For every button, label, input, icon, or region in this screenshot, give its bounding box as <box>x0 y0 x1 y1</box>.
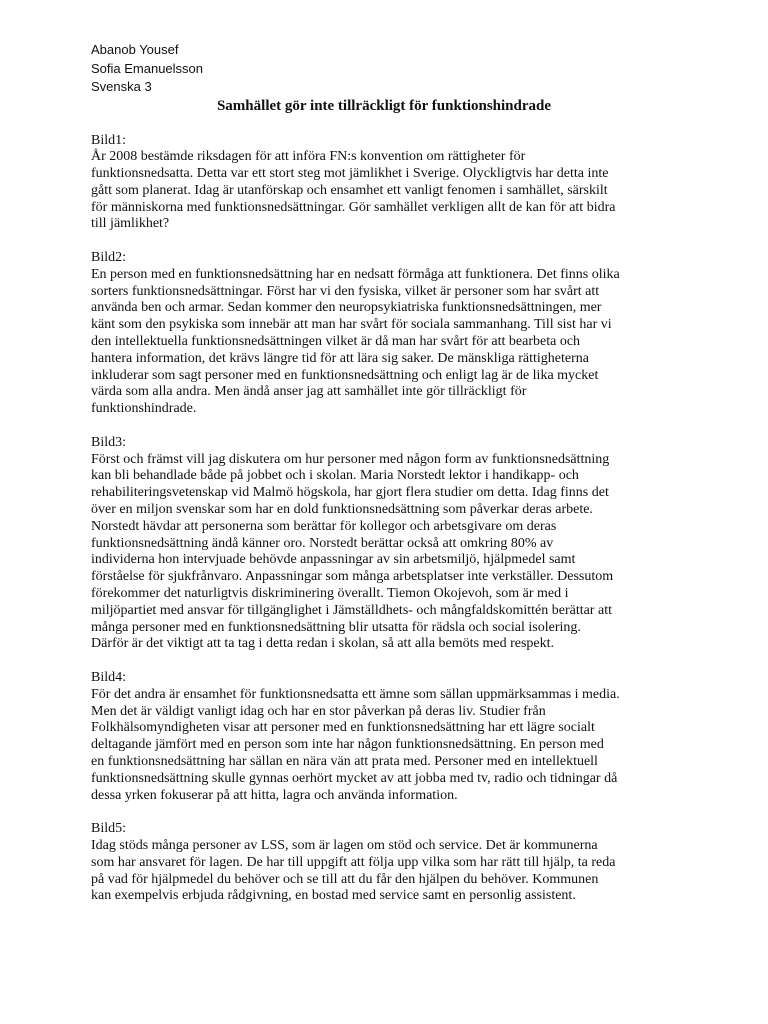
course-name: Svenska 3 <box>91 79 152 94</box>
document-body <box>91 133 741 906</box>
section-label: Bild2: <box>91 250 127 266</box>
author-name-2: Sofia Emanuelsson <box>91 60 204 76</box>
section-paragraph: Först och främst vill jag diskutera om hur personer med någon form av funktionsnedsättning kan bli behandlade både på jobbet och i skolan. Maria Norstedt lektor i handikapp- och rehabiliteringsvetenskap vid Malmö högskola, har gjort flera studier om detta. Idag finns det över en miljon svenskar som har en dold funktionsnedsättning som påverkar deras arbete. Norstedt hävdar att personerna som berättar för kollegor och arbetsgivare om deras funktionsnedsättning ändå känner oro. Norstedt berättar också att omkring 80% av individerna hon intervjuade behövde anpassningar av sin arbetsmiljö, hjälpmedel samt förståelse för sjukfrånvaro. Anpassningar som många arbetsplatser inte verkställer. Dessutom förekommer det naturligtvis diskriminering överallt. Tiemon Okojevoh, som är med i miljöpartiet med ansvar för tillgänglighet i Jämställdhets- och mångfaldskomittén berättar att många personer med en funktionsnedsättning blir utsatta för rädsla och social isolering. Därför är det viktigt att ta tag i detta redan i skolan, så att alla bemöts med respekt. <box>91 451 614 652</box>
section-label: Bild4: <box>91 670 127 685</box>
author-name-1: Abanob Yousef <box>91 42 179 57</box>
section-paragraph: Idag stöds många personer av LSS, som är lagen om stöd och service. Det är kommunerna som har ansvaret för lagen. De har till uppgift att följa upp vilka som har rätt till hjälp, ta reda på vad för hjälpmedel du behöver och se till att du får den hjälpen du behöver. Kommunen kan exempelvis erbjuda rådgivning, en bostad med service samt en personlig assistent. <box>91 837 616 904</box>
section-bild3 <box>91 435 741 653</box>
section-label: Bild5: <box>91 821 127 837</box>
section-paragraph: År 2008 bestämde riksdagen för att införa FN:s konvention om rättigheter för funktionsnedsatta. Detta var ett stort steg mot jämlikhet i Sverige. Olyckligtvis har detta inte gått som planerat. Idag är utanförskap och ensamhet ett vanligt fenomen i samhället, särskilt för människorna med funktionsnedsättningar. Gör samhället verkligen allt de kan för att bidra till jämlikhet? <box>91 149 616 232</box>
section-label: Bild3: <box>91 434 127 450</box>
section-bild2 <box>91 250 741 418</box>
section-paragraph: En person med en funktionsnedsättning har en nedsatt förmåga att funktionera. Det finns olika sorters funktionsnedsättningar. Först har vi den fysiska, vilket är personer som har svårt att använda ben och armar. Sedan kommer den neuropsykiatriska funktionsnedsättningen, mer känt som den psykiska som innebär att man har svårt för sociala sammanhang. Till sist har vi den intellektuella funktionsnedsättningen vilket är då man har svårt för att bearbeta och hantera information, det krävs längre tid för att lära sig saker. De mänskliga rättigheterna inkluderar som sagt personer med en funktionsnedsättning och enligt lag är de lika mycket värda som alla andra. Men ändå anser jag att samhället inte gör tillräckligt för funktionshindrade. <box>91 266 620 417</box>
document-header <box>91 41 768 97</box>
document-title: Samhället gör inte tillräckligt för funktionshindrade <box>216 97 552 114</box>
section-paragraph: För det andra är ensamhet för funktionsnedsatta ett ämne som sällan uppmärksammas i media. Men det är väldigt vanligt idag och har en stor påverkan på deras liv. Studier från Folkhälsomyndigheten visar att personer med en funktionsnedsättning har ett lägre socialt deltagande jämfört med en person som inte har någon funktionsnedsättning. En person med en funktionsnedsättning har sällan en nära vän att prata med. Personer med en intellektuell funktionsnedsättning skulle gynnas oerhört mycket av att jobba med tv, radio och tidningar då dessa yrken fokuserar på att hitta, lagra och använda information. <box>91 686 620 803</box>
section-bild4 <box>91 670 741 804</box>
section-bild1 <box>91 133 741 234</box>
section-bild5 <box>91 821 741 905</box>
section-label: Bild1: <box>91 132 127 148</box>
